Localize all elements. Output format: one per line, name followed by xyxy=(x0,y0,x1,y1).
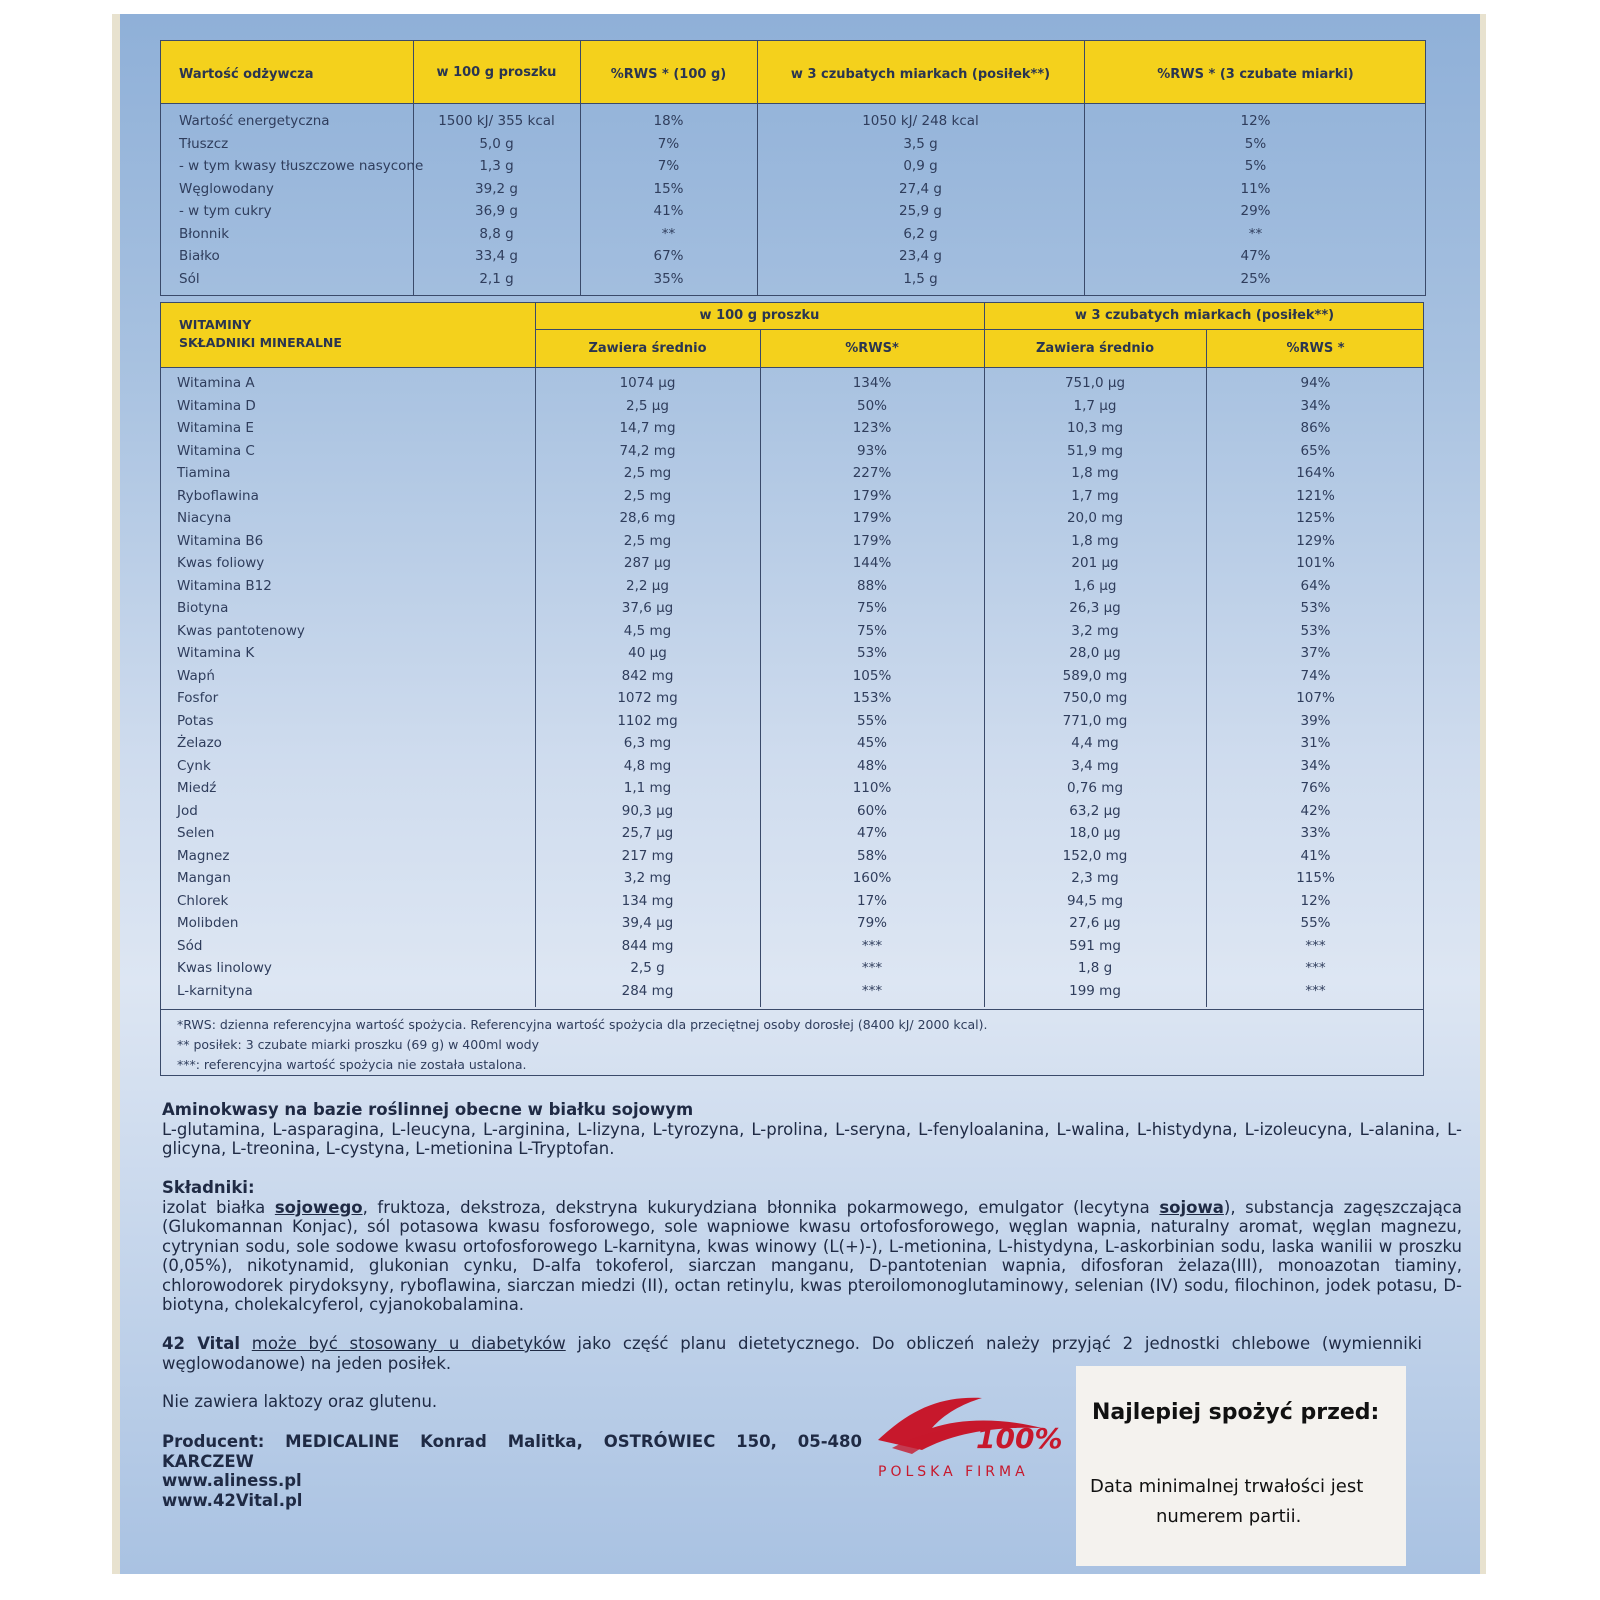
vitamin-value: 53% xyxy=(1300,622,1331,639)
vitamin-name: Kwas pantotenowy xyxy=(177,622,305,639)
vitamin-value: *** xyxy=(1305,937,1326,954)
vitamin-value: 58% xyxy=(856,847,887,864)
vitamin-value: 284 mg xyxy=(621,982,674,999)
nutrient-value: 1,5 g xyxy=(903,270,938,287)
vitamin-value: 88% xyxy=(856,577,887,594)
nutrient-value: 27,4 g xyxy=(899,180,942,197)
nutrient-value: 35% xyxy=(653,270,684,287)
nutrient-value: 36,9 g xyxy=(475,203,518,219)
vitamin-value: 101% xyxy=(1296,555,1335,571)
logo-caption: POLSKA FIRMA xyxy=(878,1464,1029,1480)
vitamin-value: 74% xyxy=(1300,667,1331,684)
vitamin-value: 179% xyxy=(852,487,892,504)
vitamin-name: L-karnityna xyxy=(177,982,253,999)
vitamin-value: 28,0 µg xyxy=(1069,645,1121,661)
nutrient-name: - w tym cukry xyxy=(179,203,272,219)
ingredients-text: ), substancja zagęszczająca (Glukomannan Konjac), sól potasowa kwasu fosforowego, sole wapniowe kwasu ortofosforowego, węglan wapnia, naturalny aromat, węglan magnezu, cytrynian sodu, sole sodowe kwasu ortofosforowego L-karnityna, kwas winowy (L(+)-), L-metionina, L-histydyna, L-askorbinian sodu, laska wanilii w proszku (0,05%), nikotynamid, glukonian cynku, D-alfa tokoferol, siarczan manganu, D-pantotenian wapnia, difosforan żelaza(III), monoazotan tiaminy, chlorowodorek pirydoksyny, ryboflawina, siarczan miedzi (II), octan retinylu, kwas pteroilomonoglutaminowy, selenian (IV) sodu, filochinon, jodek potasu, D-biotyna, cholekalcyferol, cyjanokobalamina. xyxy=(162,1197,1462,1314)
vitamin-name: Mangan xyxy=(177,870,231,886)
vitamin-value: 55% xyxy=(856,712,887,729)
nutrition-col-header: %RWS * (3 czubate miarki) xyxy=(1157,67,1354,82)
vitamin-value: 2,2 µg xyxy=(626,577,669,594)
vitamin-name: Witamina C xyxy=(177,442,255,459)
vitamin-value: 12% xyxy=(1300,892,1331,909)
vitamin-value: 55% xyxy=(1300,915,1331,931)
nutrient-value: 1500 kJ/ 355 kcal xyxy=(438,113,555,129)
amino-title: Aminokwasy na bazie roślinnej obecne w białku sojowym xyxy=(162,1100,694,1119)
vitamin-value: 3,2 mg xyxy=(1071,622,1119,639)
vitamin-value: *** xyxy=(861,960,883,976)
vitamin-value: 48% xyxy=(856,757,887,774)
nutrient-name: Wartość energetyczna xyxy=(179,113,330,129)
vitamin-value: 115% xyxy=(1296,870,1335,886)
nutrient-value: 15% xyxy=(653,180,684,197)
sub-header: %RWS* xyxy=(845,341,899,356)
vitamin-value: 86% xyxy=(1300,420,1331,436)
vitamin-value: 63,2 µg xyxy=(1069,802,1121,819)
nutrition-col-header: w 3 czubatych miarkach (posiłek**) xyxy=(790,67,1051,82)
vitamin-value: 64% xyxy=(1300,577,1331,594)
vitamin-value: 160% xyxy=(852,870,892,886)
vitamin-value: 153% xyxy=(852,690,892,706)
nutrient-value: 5% xyxy=(1244,158,1267,174)
vitamin-value: 164% xyxy=(1296,465,1335,481)
vitamin-name: Niacyna xyxy=(177,510,232,526)
vitamin-value: 45% xyxy=(856,735,887,751)
vitamin-value: 79% xyxy=(856,915,887,931)
vitamin-value: 37% xyxy=(1300,645,1331,661)
vitamin-value: 107% xyxy=(1296,690,1335,706)
vitamin-value: 14,7 mg xyxy=(619,420,676,436)
nutrient-value: ** xyxy=(661,225,676,242)
vitamin-name: Cynk xyxy=(177,757,211,774)
vitamin-value: 179% xyxy=(852,510,892,526)
allergen-soy: sojowego xyxy=(274,1197,363,1217)
nutrient-value: 11% xyxy=(1240,180,1271,197)
vitamin-value: *** xyxy=(861,937,883,954)
vitamin-value: 1,8 mg xyxy=(1071,465,1119,481)
producer-line: Producent: MEDICALINE Konrad Malitka, OSTRÓWIEC 150, 05-480 KARCZEW xyxy=(162,1432,862,1471)
brand-name: 42 Vital xyxy=(162,1334,241,1353)
sticker-line: numerem partii. xyxy=(1156,1506,1302,1527)
nutrient-value: 67% xyxy=(653,248,684,264)
vitamin-value: *** xyxy=(1305,960,1326,976)
vitamin-value: 41% xyxy=(1300,847,1331,864)
sticker-title: Najlepiej spożyć przed: xyxy=(1092,1400,1380,1425)
vitamin-value: 74,2 mg xyxy=(619,442,676,459)
nutrition-col-header: Wartość odżywcza xyxy=(179,67,314,82)
vitamin-value: 125% xyxy=(1296,510,1335,526)
vitamin-name: Fosfor xyxy=(177,690,219,706)
vitamin-value: 1102 mg xyxy=(617,712,678,729)
nutrient-value: 0,9 g xyxy=(903,158,938,174)
vitamin-value: 121% xyxy=(1296,487,1335,504)
vitamin-value: 123% xyxy=(852,420,892,436)
vitamin-value: 2,3 mg xyxy=(1071,870,1119,886)
group-header-100g: w 100 g proszku xyxy=(699,308,820,323)
vitamin-value: 42% xyxy=(1300,802,1331,819)
nutrient-name: Sól xyxy=(179,270,200,287)
vitamin-value: 844 mg xyxy=(621,937,674,954)
vitamin-name: Witamina A xyxy=(177,375,255,391)
nutrition-col-header: %RWS * (100 g) xyxy=(610,67,727,82)
nutrient-value: 12% xyxy=(1240,113,1271,129)
nutrient-value: 8,8 g xyxy=(479,225,514,242)
nutrient-name: Błonnik xyxy=(179,225,230,242)
vitamin-value: 50% xyxy=(856,397,887,414)
vitamin-value: 39,4 µg xyxy=(621,915,674,931)
vitamin-name: Witamina B12 xyxy=(177,577,272,594)
vitamin-value: 53% xyxy=(1300,600,1331,616)
nutrient-value: ** xyxy=(1248,225,1263,242)
vitamin-value: 1,8 mg xyxy=(1071,532,1119,549)
vitamin-value: 3,4 mg xyxy=(1071,757,1119,774)
vitamin-value: 3,2 mg xyxy=(623,870,672,886)
nutrient-value: 5% xyxy=(1244,135,1267,152)
vitamin-value: 65% xyxy=(1300,442,1331,459)
vitamin-value: 2,5 µg xyxy=(626,397,669,414)
nutrient-value: 6,2 g xyxy=(903,225,938,242)
ingredients-text: izolat białka xyxy=(162,1197,275,1217)
vitamin-value: 287 µg xyxy=(623,555,672,571)
vitamin-name: Miedź xyxy=(177,780,217,796)
nutrient-value: 3,5 g xyxy=(903,135,938,152)
vitamin-value: 110% xyxy=(852,780,892,796)
vitamin-value: 33% xyxy=(1300,825,1331,841)
vitamin-value: 1,7 mg xyxy=(1071,487,1119,504)
vitamin-value: 217 mg xyxy=(621,847,674,864)
nutrient-value: 33,4 g xyxy=(475,248,518,264)
ingredients-title: Składniki: xyxy=(162,1178,255,1197)
vitamin-value: 28,6 mg xyxy=(619,510,676,526)
vitamin-name: Witamina B6 xyxy=(177,532,264,549)
vitamin-name: Kwas foliowy xyxy=(177,555,265,571)
vitamin-value: 39% xyxy=(1300,712,1331,729)
allergen-soy: sojowa xyxy=(1159,1197,1224,1217)
sticker-line: Data minimalnej trwałości jest xyxy=(1090,1476,1364,1497)
polska-firma-logo xyxy=(872,1388,1072,1488)
footnote: *RWS: dzienna referencyjna wartość spożycia. Referencyjna wartość spożycia dla przeciętnej osoby dorosłej (8400 kJ/ 2000 kcal). xyxy=(177,1017,988,1032)
vitamin-value: 2,5 g xyxy=(630,960,665,976)
vitamin-name: Ryboflawina xyxy=(177,487,259,504)
vitamin-value: 51,9 mg xyxy=(1066,442,1124,459)
vitamin-name: Tiamina xyxy=(177,465,231,481)
vitamin-value: 1072 mg xyxy=(617,690,678,706)
ingredients-section xyxy=(162,1178,1462,1315)
vitamin-name: Witamina D xyxy=(177,397,256,414)
vitamin-value: 2,5 mg xyxy=(623,465,672,481)
vitamin-value: *** xyxy=(861,982,883,999)
vitamin-value: 18,0 µg xyxy=(1069,825,1121,841)
amino-section xyxy=(162,1100,1462,1159)
nutrient-value: 29% xyxy=(1240,203,1271,219)
vitamin-name: Kwas linolowy xyxy=(177,960,272,976)
vitamins-table xyxy=(160,302,1424,1076)
nutrient-name: - w tym kwasy tłuszczowe nasycone xyxy=(179,158,424,174)
vitamin-value: 34% xyxy=(1300,757,1331,774)
vitamin-value: 1,1 mg xyxy=(623,780,672,796)
nutrient-value: 25,9 g xyxy=(899,203,942,219)
nutrient-value: 47% xyxy=(1240,248,1271,264)
vitamin-value: 90,3 µg xyxy=(621,802,674,819)
vitamin-value: *** xyxy=(1305,982,1326,999)
vitamin-value: 2,5 mg xyxy=(623,532,672,549)
nutrient-value: 1050 kJ/ 248 kcal xyxy=(862,113,979,129)
diabetes-link[interactable]: może być stosowany u diabetyków xyxy=(251,1334,566,1353)
vitamin-value: 771,0 mg xyxy=(1062,712,1128,729)
nutrient-value: 7% xyxy=(657,135,680,152)
vitamin-value: 1,7 µg xyxy=(1073,397,1117,414)
nutrient-value: 23,4 g xyxy=(899,248,942,264)
vitamin-value: 134 mg xyxy=(621,892,674,909)
vitamin-value: 1074 µg xyxy=(619,375,676,391)
vitamin-name: Jod xyxy=(177,802,198,819)
vitamin-value: 751,0 µg xyxy=(1064,375,1126,391)
nutrient-name: Węglowodany xyxy=(179,180,274,197)
vitamin-value: 4,5 mg xyxy=(623,622,672,639)
vitamin-value: 750,0 mg xyxy=(1062,690,1128,706)
vitamin-name: Chlorek xyxy=(177,892,229,909)
vitamin-value: 20,0 mg xyxy=(1066,510,1124,526)
minerals-title: SKŁADNIKI MINERALNE xyxy=(179,335,342,350)
vitamin-name: Biotyna xyxy=(177,600,229,616)
vitamin-name: Witamina K xyxy=(177,645,255,661)
sub-header: %RWS * xyxy=(1286,341,1345,356)
vitamins-title: WITAMINY xyxy=(179,317,252,332)
vitamin-value: 842 mg xyxy=(621,667,674,684)
vitamin-name: Molibden xyxy=(177,915,239,931)
vitamin-value: 53% xyxy=(856,645,887,661)
expiry-sticker xyxy=(1076,1366,1406,1566)
vitamin-value: 179% xyxy=(852,532,892,549)
vitamin-value: 40 µg xyxy=(628,645,667,661)
nutrient-name: Białko xyxy=(179,248,220,264)
vitamin-value: 60% xyxy=(856,802,887,819)
vitamin-value: 591 mg xyxy=(1069,937,1121,954)
vitamin-value: 47% xyxy=(856,825,887,841)
vitamin-value: 201 µg xyxy=(1071,555,1119,571)
vitamin-value: 76% xyxy=(1300,780,1331,796)
vitamin-value: 17% xyxy=(856,892,887,909)
vitamin-value: 4,4 mg xyxy=(1071,735,1119,751)
sub-header: Zawiera średnio xyxy=(1035,341,1155,356)
vitamin-value: 4,8 mg xyxy=(623,757,672,774)
nutrient-value: 2,1 g xyxy=(479,270,514,287)
producer-info xyxy=(162,1432,862,1510)
nutrient-value: 18% xyxy=(653,113,684,129)
lactose-note: Nie zawiera laktozy oraz glutenu. xyxy=(162,1392,438,1411)
vitamin-value: 27,6 µg xyxy=(1069,915,1121,931)
vitamin-value: 75% xyxy=(856,622,887,639)
diabetes-text: jako część planu dietetycznego. Do obliczeń należy przyjąć 2 jednostki chlebowe (wymienniki węglowodanowe) na jeden posiłek. xyxy=(162,1334,1422,1373)
vitamin-value: 10,3 mg xyxy=(1066,420,1124,436)
vitamin-value: 0,76 mg xyxy=(1066,780,1124,796)
nutrient-value: 39,2 g xyxy=(475,180,518,197)
vitamin-value: 1,8 g xyxy=(1077,960,1113,976)
vitamin-value: 93% xyxy=(856,442,887,459)
vitamin-value: 105% xyxy=(852,667,892,684)
nutrition-col-header: w 100 g proszku xyxy=(436,65,557,80)
nutrient-value: 1,3 g xyxy=(479,158,514,174)
vitamin-value: 144% xyxy=(852,555,892,571)
vitamin-value: 1,6 µg xyxy=(1073,577,1117,594)
nutrient-value: 25% xyxy=(1240,270,1271,287)
vitamin-name: Sód xyxy=(177,937,203,954)
nutrient-name: Tłuszcz xyxy=(179,135,229,152)
vitamin-value: 75% xyxy=(856,600,887,616)
vitamin-value: 129% xyxy=(1296,532,1335,549)
vitamin-value: 152,0 mg xyxy=(1062,847,1128,864)
vitamin-value: 6,3 mg xyxy=(623,735,672,751)
nutrition-table xyxy=(160,40,1426,296)
vitamin-value: 589,0 mg xyxy=(1062,667,1128,684)
nutrient-value: 7% xyxy=(657,158,680,174)
footnote: ** posiłek: 3 czubate miarki proszku (69 g) w 400ml wody xyxy=(177,1037,539,1052)
vitamin-value: 26,3 µg xyxy=(1069,600,1121,616)
ingredients-text: , fruktoza, dekstroza, dekstryna kukurydziana błonnika pokarmowego, emulgator (lecytyna xyxy=(362,1197,1160,1217)
vitamin-value: 2,5 mg xyxy=(623,487,672,504)
vitamin-value: 37,6 µg xyxy=(621,600,674,616)
vitamin-value: 94% xyxy=(1300,375,1331,391)
vitamin-value: 134% xyxy=(852,375,892,391)
vitamin-value: 94,5 mg xyxy=(1066,892,1124,909)
vitamin-value: 227% xyxy=(852,465,892,481)
vitamin-name: Witamina E xyxy=(177,420,254,436)
logo-percent: 100% xyxy=(976,1422,1063,1455)
vitamin-name: Selen xyxy=(177,825,215,841)
group-header-meal: w 3 czubatych miarkach (posiłek**) xyxy=(1074,308,1335,323)
amino-text: L-glutamina, L-asparagina, L-leucyna, L-arginina, L-lizyna, L-tyrozyna, L-prolina, L-seryna, L-fenyloalanina, L-walina, L-histydyna, L-izoleucyna, L-alanina, L-glicyna, L-treonina, L-cystyna, L-metionina L-Tryptofan. xyxy=(162,1119,1462,1158)
website-link[interactable]: www.42Vital.pl xyxy=(162,1490,303,1510)
vitamin-name: Wapń xyxy=(177,667,215,684)
vitamin-name: Magnez xyxy=(177,847,230,864)
vitamin-name: Potas xyxy=(177,712,214,729)
sub-header: Zawiera średnio xyxy=(588,341,707,356)
vitamin-value: 199 mg xyxy=(1069,982,1121,999)
footnote: ***: referencyjna wartość spożycia nie została ustalona. xyxy=(177,1057,527,1072)
nutrient-value: 5,0 g xyxy=(479,135,514,152)
vitamin-value: 25,7 µg xyxy=(621,825,674,841)
nutrient-value: 41% xyxy=(653,203,684,219)
vitamin-name: Żelazo xyxy=(177,735,222,751)
website-link[interactable]: www.aliness.pl xyxy=(162,1471,302,1490)
vitamin-value: 31% xyxy=(1300,735,1331,751)
vitamin-value: 34% xyxy=(1300,397,1331,414)
